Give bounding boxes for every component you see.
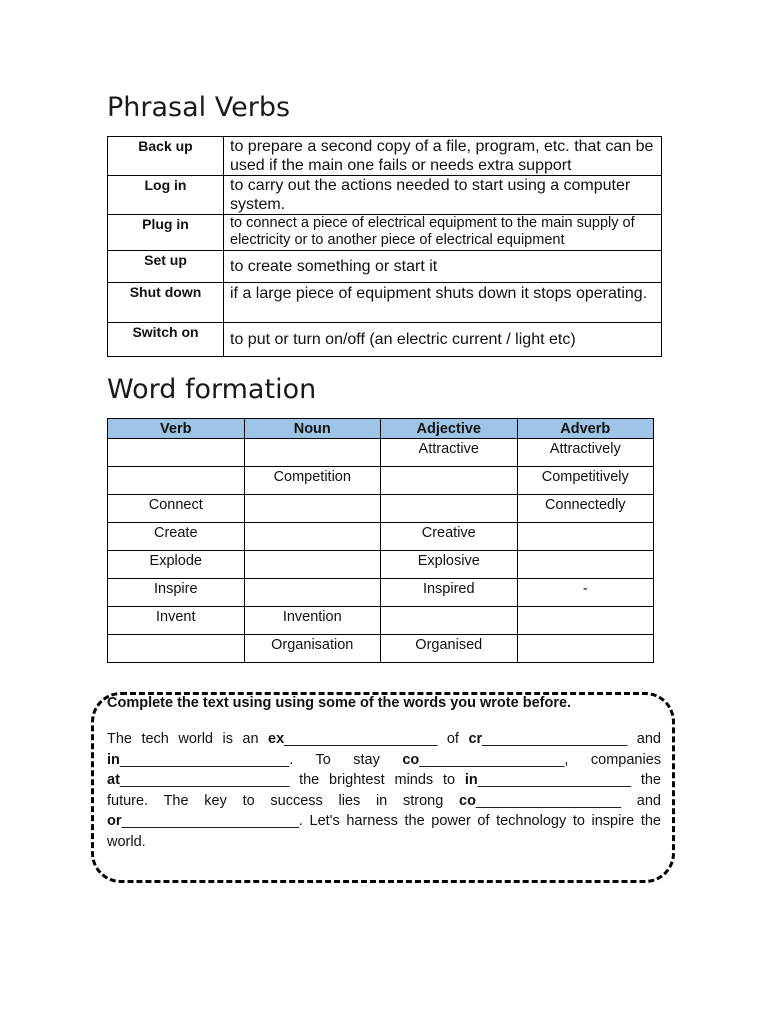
table-row — [108, 635, 654, 663]
cell-verb: Create — [108, 523, 245, 551]
word-stem: co — [402, 751, 420, 768]
table-row — [108, 283, 662, 323]
text-fragment: __________________, companies — [419, 751, 662, 768]
cell-verb: Invent — [108, 607, 245, 635]
table-row — [108, 323, 662, 357]
phrasal-verbs-heading: Phrasal Verbs — [107, 92, 291, 123]
column-header-verb: Verb — [108, 419, 245, 439]
phrasal-verb-definition: to create something or start it — [224, 251, 662, 283]
phrasal-verb-definition: to prepare a second copy of a file, program, etc. that can be used if the main one fails or needs extra support — [224, 137, 662, 176]
table-row — [108, 251, 662, 283]
phrasal-verbs-table — [107, 136, 662, 357]
phrasal-verb-term: Back up — [108, 137, 224, 176]
cell-verb — [108, 635, 245, 663]
table-row — [108, 551, 654, 579]
word-stem: co — [459, 792, 476, 809]
cell-noun — [244, 495, 381, 523]
cell-noun: Invention — [244, 607, 381, 635]
phrasal-verb-definition: if a large piece of equipment shuts down it stops operating. — [224, 283, 662, 323]
text-fragment: ______________________. Let's harness the power of technology to inspire the world. — [107, 813, 661, 850]
phrasal-verb-definition: to carry out the actions needed to start using a computer system. — [224, 176, 662, 215]
cell-adverb — [517, 551, 654, 579]
cell-noun: Competition — [244, 467, 381, 495]
exercise-instructions: Complete the text using using some of the words you wrote before. — [107, 695, 572, 711]
word-stem: in — [464, 772, 478, 788]
cell-adjective: Attractive — [381, 439, 518, 467]
table-row — [108, 439, 654, 467]
phrasal-verb-definition: to put or turn on/off (an electric current / light etc) — [224, 323, 662, 357]
table-row — [108, 607, 654, 635]
table-header-row — [108, 419, 654, 439]
cell-adjective: Explosive — [381, 551, 518, 579]
column-header-adjective: Adjective — [381, 419, 518, 439]
table-row — [108, 579, 654, 607]
cell-adverb: - — [517, 579, 654, 607]
cell-adjective — [381, 495, 518, 523]
cell-adjective — [381, 467, 518, 495]
text-fragment: _____________________ the brightest minds to — [119, 772, 465, 788]
phrasal-verb-term: Set up — [108, 251, 224, 283]
cell-noun — [244, 579, 381, 607]
cell-verb — [108, 439, 245, 467]
cell-verb: Inspire — [108, 579, 245, 607]
cell-adjective — [381, 607, 518, 635]
word-formation-table — [107, 418, 654, 663]
cell-noun — [244, 523, 381, 551]
exercise-paragraph — [107, 729, 661, 852]
cell-adjective: Organised — [381, 635, 518, 663]
cell-adverb — [517, 523, 654, 551]
cell-noun — [244, 439, 381, 467]
phrasal-verb-definition: to connect a piece of electrical equipment to the main supply of electricity or to another piece of electrical equipment — [224, 215, 662, 251]
table-row — [108, 215, 662, 251]
column-header-adverb: Adverb — [517, 419, 654, 439]
cell-verb — [108, 467, 245, 495]
cell-adjective: Creative — [381, 523, 518, 551]
word-stem: at — [107, 772, 120, 788]
word-stem: ex — [268, 731, 285, 747]
text-fragment: __________________ and — [475, 792, 661, 809]
cell-adverb: Connectedly — [517, 495, 654, 523]
cell-noun — [244, 551, 381, 579]
text-fragment: ___________________ the future. The key to success lies in strong — [107, 772, 661, 809]
table-row — [108, 176, 662, 215]
text-fragment: The tech world is an — [107, 731, 269, 747]
cell-adverb — [517, 607, 654, 635]
cell-adverb — [517, 635, 654, 663]
cell-verb: Explode — [108, 551, 245, 579]
text-fragment: __________________ and — [482, 731, 661, 747]
phrasal-verb-term: Shut down — [108, 283, 224, 323]
table-row — [108, 467, 654, 495]
phrasal-verb-term: Plug in — [108, 215, 224, 251]
cell-noun: Organisation — [244, 635, 381, 663]
cell-adverb: Competitively — [517, 467, 654, 495]
table-row — [108, 523, 654, 551]
phrasal-verb-term: Log in — [108, 176, 224, 215]
cell-adjective: Inspired — [381, 579, 518, 607]
word-formation-heading: Word formation — [107, 374, 317, 405]
column-header-noun: Noun — [244, 419, 381, 439]
cell-verb: Connect — [108, 495, 245, 523]
table-row — [108, 137, 662, 176]
word-stem: cr — [468, 731, 483, 747]
phrasal-verb-term: Switch on — [108, 323, 224, 357]
table-row — [108, 495, 654, 523]
word-stem: in — [107, 751, 120, 768]
text-fragment: ___________________ of — [284, 731, 469, 747]
word-stem: or — [107, 813, 122, 829]
cell-adverb: Attractively — [517, 439, 654, 467]
text-fragment: _____________________. To stay — [119, 751, 403, 768]
